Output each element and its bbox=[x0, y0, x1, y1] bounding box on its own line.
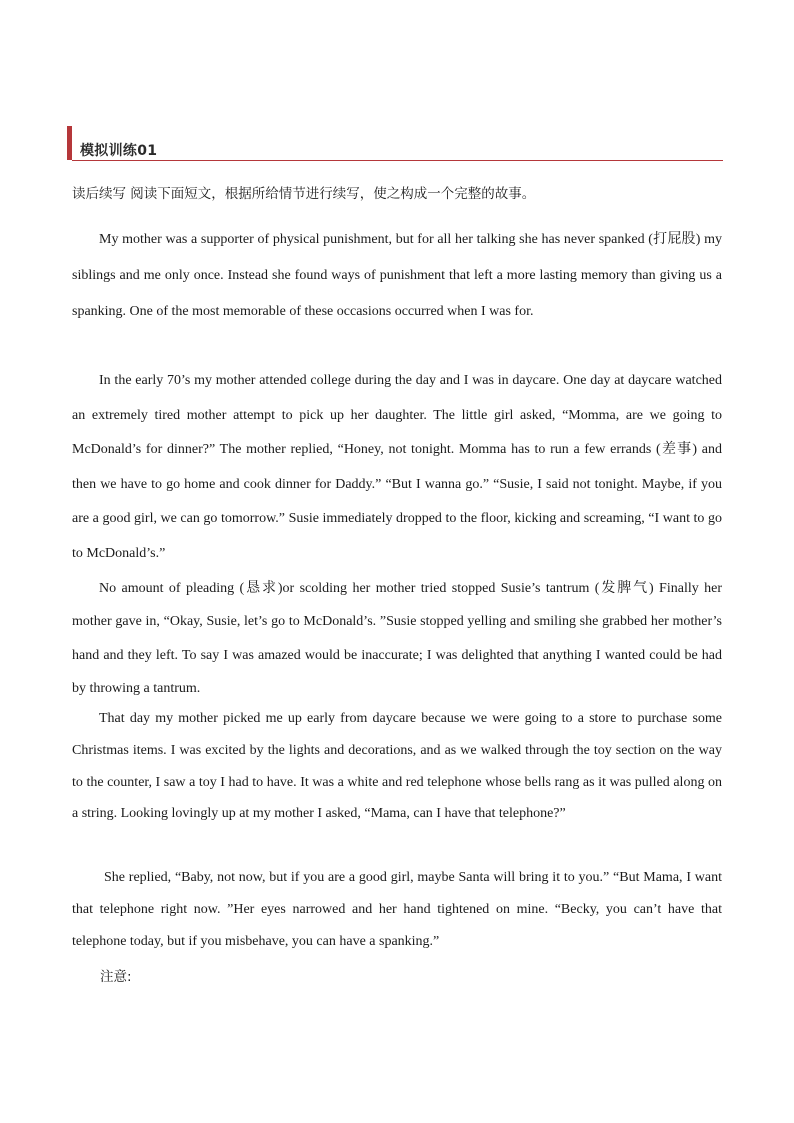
instruction-text: 读后续写 阅读下面短文，根据所给情节进行续写，使之构成一个完整的故事。 bbox=[72, 186, 536, 202]
section-title: 模拟训练01 bbox=[80, 143, 158, 159]
paragraph-1: My mother was a supporter of physical punishment, but for all her talking she has never spanked (打屁股) my siblings and me only once. Instead she found ways of punishment that left a more lasting memory than giving us a spanking. One of the most memorable of these occasions occurred when I was for. bbox=[72, 232, 722, 319]
paragraph-4: That day my mother picked me up early from daycare because we were going to a store to purchase some Christmas items. I was excited by the lights and decorations, and as we walked through the toy section on the way to the counter, I saw a toy I had to have. It was a white and red telephone whose bells rang as it was pulled along on a string. Looking lovingly up at my mother I asked, “Mama, can I have that telephone?” bbox=[72, 711, 722, 822]
paragraph-5: She replied, “Baby, not now, but if you are a good girl, maybe Santa will bring it to you.” “But Mama, I want that telephone right now. ”Her eyes narrowed and her hand tightened on mine. “Becky, you can’t have that telephone today, but if you misbehave, you can have a spanking.” bbox=[72, 870, 722, 949]
paragraph-3: No amount of pleading (恳求)or scolding her mother tried stopped Susie’s tantrum (发脾气) Finally her mother gave in, “Okay, Susie, let’s go to McDonald’s. ”Susie stopped yelling and smiling she grabbed her mother’s hand and they left. To say I was amazed would be inaccurate; I was delighted that anything I wanted could be had by throwing a tantrum. bbox=[72, 581, 722, 697]
note-label: 注意: bbox=[100, 969, 132, 985]
section-header bbox=[67, 126, 723, 162]
paragraph-2: In the early 70’s my mother attended college during the day and I was in daycare. One day at daycare watched an extremely tired mother attempt to pick up her daughter. The little girl asked, “Momma, are we going to McDonald’s for dinner?” The mother replied, “Honey, not tonight. Momma has to run a few errands (差事) and then we have to go home and cook dinner for Daddy.” “But I wanna go.” “Susie, I said not tonight. Maybe, if you are a good girl, we can go tomorrow.” Susie immediately dropped to the floor, kicking and screaming, “I want to go to McDonald’s.” bbox=[72, 373, 722, 561]
section-divider bbox=[72, 160, 723, 161]
section-accent-bar bbox=[67, 126, 72, 160]
